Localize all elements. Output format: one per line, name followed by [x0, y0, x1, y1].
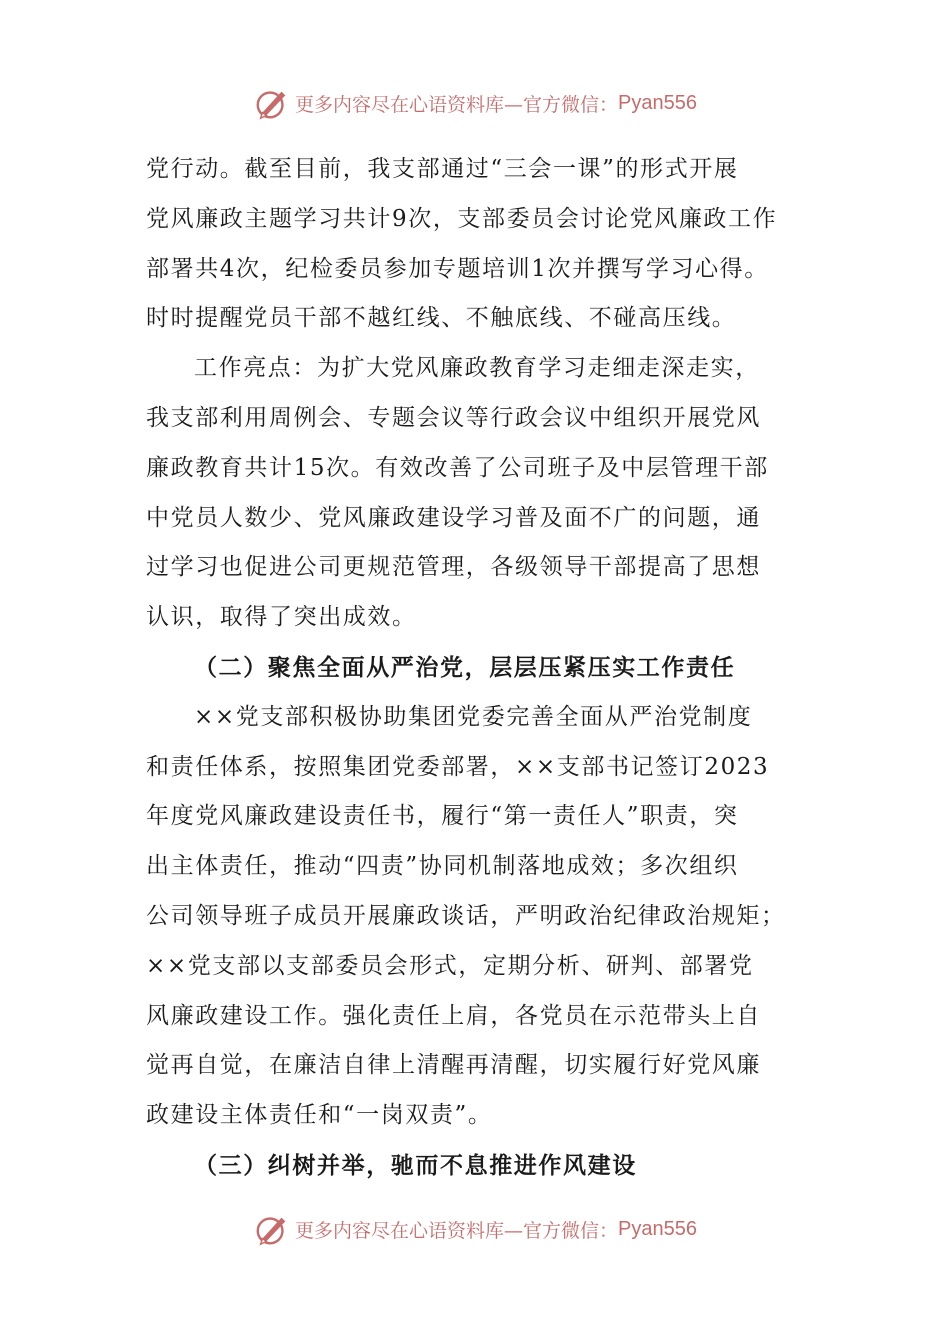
paragraph-line: 党风廉政主题学习共计9次，支部委员会讨论党风廉政工作	[146, 205, 778, 232]
paragraph-line: 出主体责任，推动“四责”协同机制落地成效；多次组织	[146, 853, 739, 880]
pen-circle-logo-icon	[253, 84, 291, 122]
paragraph-line: 党行动。截至目前，我支部通过“三会一课”的形式开展	[146, 156, 739, 182]
pen-circle-logo-icon	[253, 1210, 291, 1248]
footer-watermark-banner	[0, 1204, 950, 1254]
banner-wechat-id: Pyan556	[618, 1217, 697, 1240]
paragraph-line: 工作亮点：为扩大党风廉政教育学习走细走深走实，	[194, 355, 760, 382]
section-heading: （二）聚焦全面从严治党，层层压紧压实工作责任	[194, 653, 736, 681]
paragraph-line: 公司领导班子成员开展廉政谈话，严明政治纪律政治规矩；	[146, 902, 786, 929]
header-watermark-banner	[0, 78, 950, 128]
paragraph-line: 廉政教育共计15次。有效改善了公司班子及中层管理干部	[146, 454, 769, 481]
paragraph-line: 年度党风廉政建设责任书，履行“第一责任人”职责，突	[146, 803, 739, 830]
paragraph-line: 认识，取得了突出成效。	[146, 604, 417, 631]
paragraph-line: 时时提醒党员干部不越红线、不触底线、不碰高压线。	[146, 305, 737, 332]
paragraph-line: 中党员人数少、党风廉政建设学习普及面不广的问题，通	[146, 504, 761, 531]
document-body	[146, 145, 808, 1191]
paragraph-line: 和责任体系，按照集团党委部署，××支部书记签订2023	[146, 753, 770, 780]
paragraph-line: ××党支部以支部委员会形式，定期分析、研判、部署党	[146, 952, 754, 979]
banner-wechat-id: Pyan556	[618, 91, 697, 114]
banner-text: 更多内容尽在心语资料库—官方微信：	[295, 1219, 619, 1242]
paragraph-line: 风廉政建设工作。强化责任上肩，各党员在示范带头上自	[146, 1002, 761, 1029]
paragraph-line: 部署共4次，纪检委员参加专题培训1次并撰写学习心得。	[146, 255, 769, 282]
paragraph-line: 觉再自觉，在廉洁自律上清醒再清醒，切实履行好党风廉	[146, 1052, 761, 1079]
paragraph-line: 政建设主体责任和“一岗双责”。	[146, 1102, 493, 1129]
section-heading: （三）纠树并举，驰而不息推进作风建设	[194, 1151, 637, 1179]
paragraph-line: 过学习也促进公司更规范管理，各级领导干部提高了思想	[146, 554, 761, 581]
paragraph-line: 我支部利用周例会、专题会议等行政会议中组织开展党风	[146, 404, 761, 431]
banner-text: 更多内容尽在心语资料库—官方微信：	[295, 93, 619, 116]
paragraph-line: ××党支部积极协助集团党委完善全面从严治党制度	[194, 703, 753, 730]
